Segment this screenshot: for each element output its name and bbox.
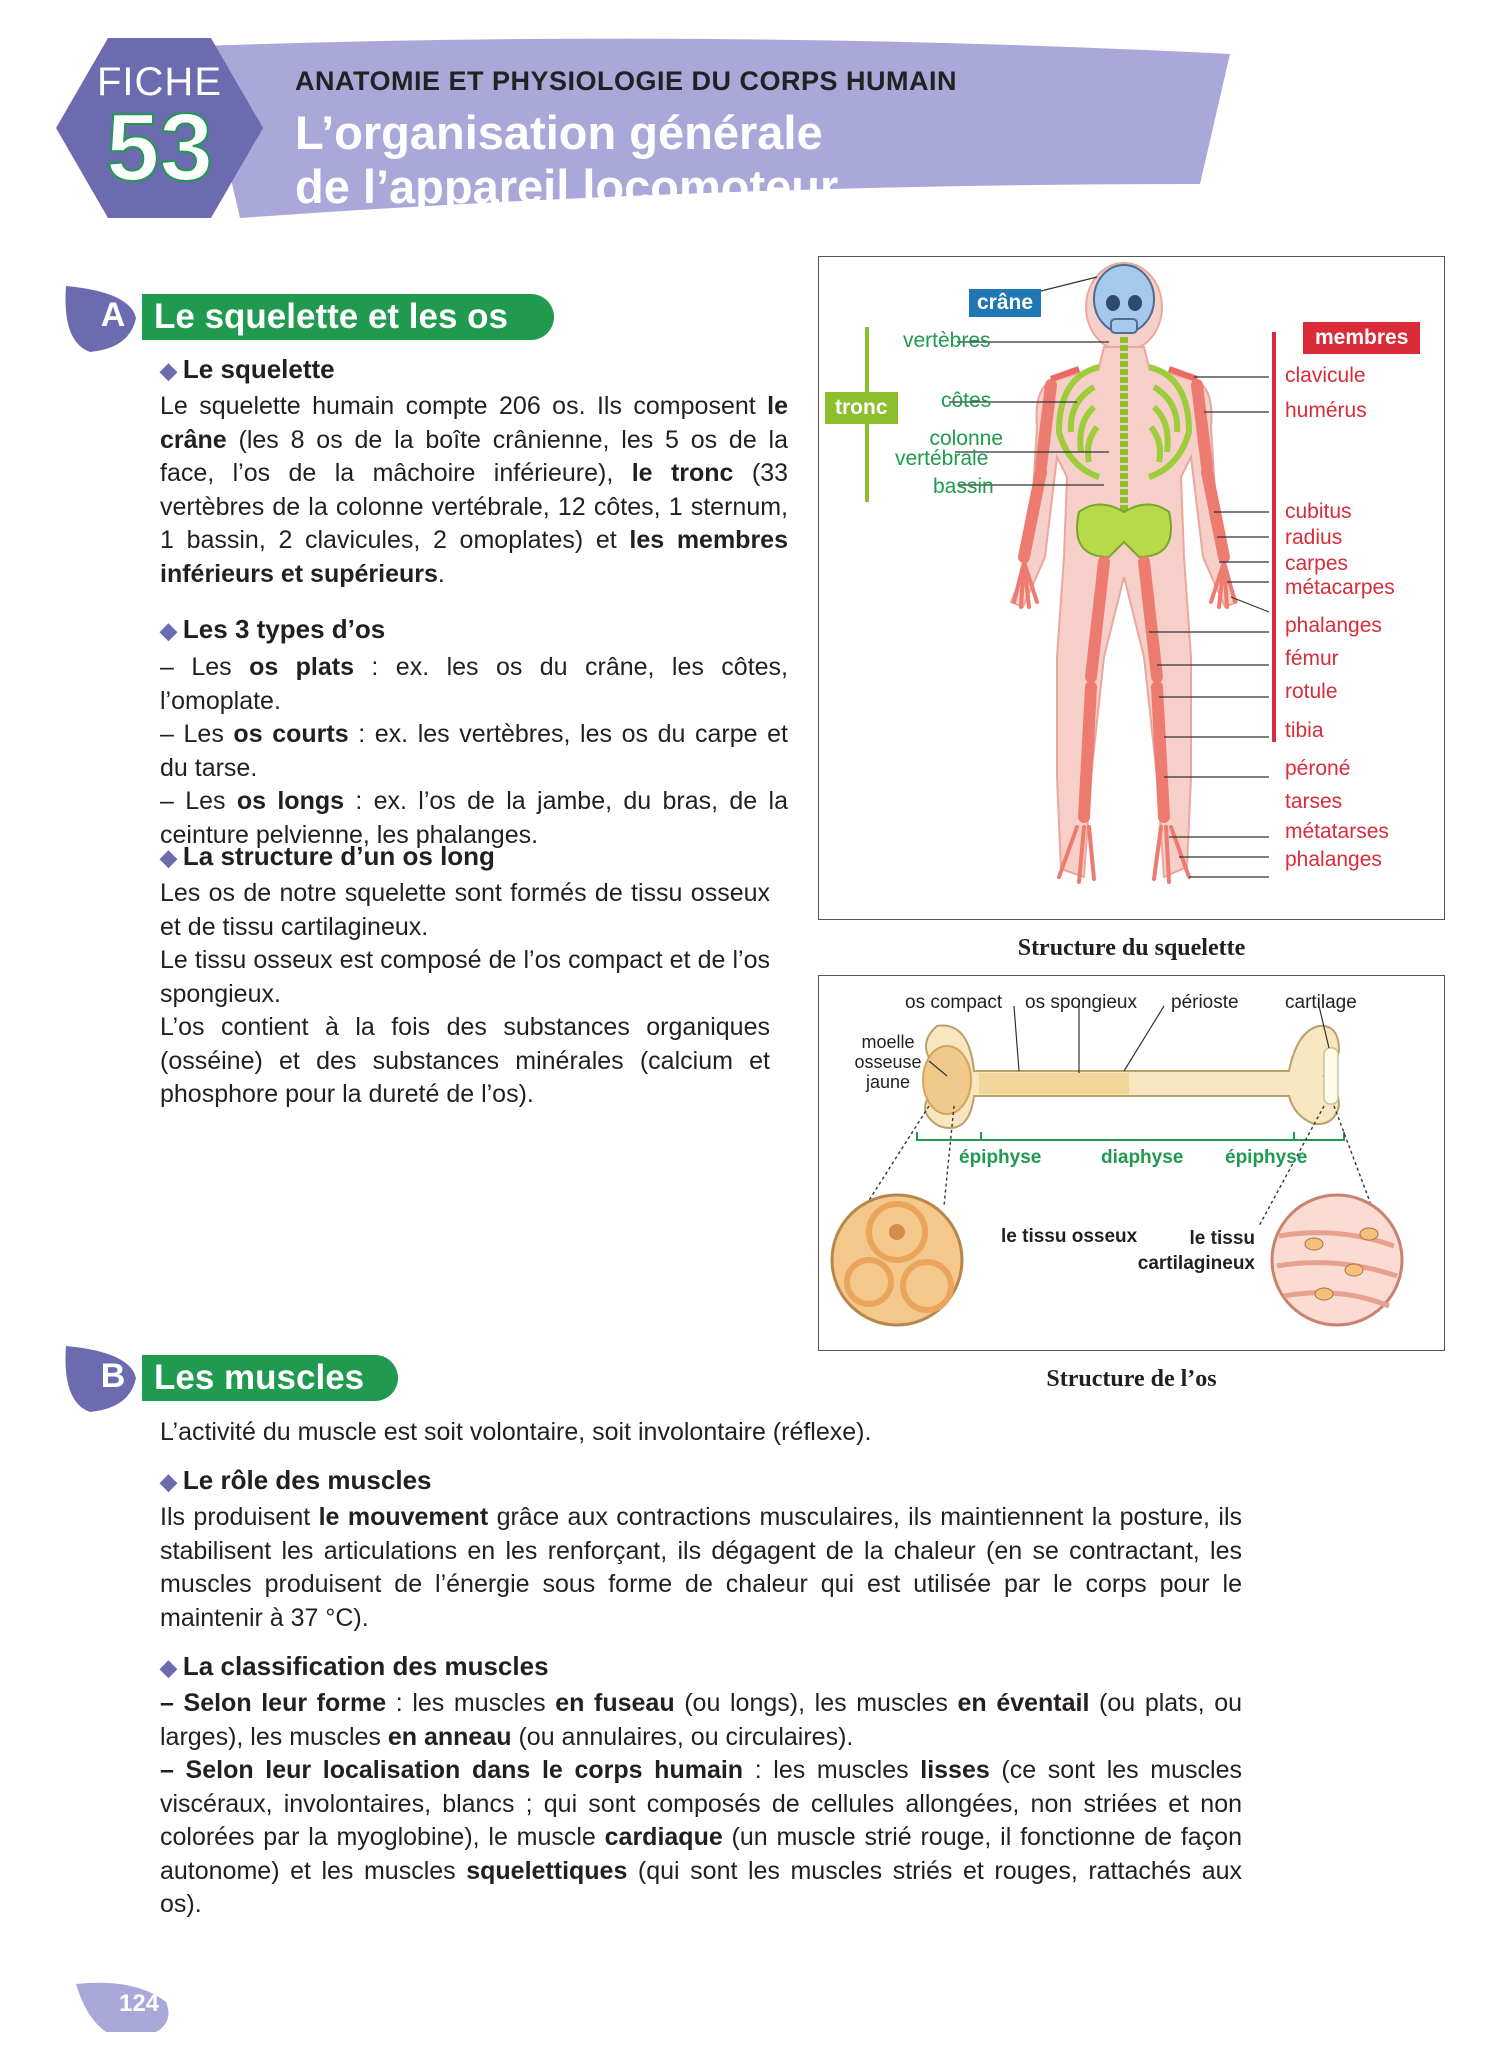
label-diaphyse: diaphyse	[1101, 1147, 1184, 1168]
subheading-types: ◆ Les 3 types d’os	[160, 614, 386, 644]
section-a-letter: A	[100, 296, 126, 334]
label-tissu-cartilagineux: le tissu cartilagineux	[1137, 1228, 1255, 1274]
label-epiphyse-right: épiphyse	[1225, 1147, 1308, 1168]
section-b-letter: B	[100, 1357, 126, 1395]
list-item: – Selon leur forme : les muscles en fuseau (ou longs), les muscles en éventail (ou plats, ou larges), les muscles en anneau (ou annulaires, ou circulaires).	[160, 1689, 1242, 1751]
list-item: – Les os courts : ex. les vertèbres, les os du carpe et du tarse.	[160, 720, 788, 782]
label-os-spongieux: os spongieux	[1025, 992, 1137, 1013]
subheading-role: ◆ Le rôle des muscles	[160, 1465, 432, 1495]
subheading-structure: ◆ La structure d’un os long	[160, 841, 495, 871]
label-perone: péroné	[1285, 757, 1351, 780]
paragraph-role: Ils produisent le mouvement grâce aux contractions musculaires, ils maintiennent la posture, ils stabilisent les articulations en les renforçant, ils dégagent de la chaleur (en se contractant, les muscles produisent de l’énergie sous forme de chaleur qui est utilisée par le corps pour le maintenir à 37 °C).	[160, 1503, 1242, 1632]
diamond-icon: ◆	[160, 358, 177, 383]
title-line-2: de l’appareil locomoteur	[295, 160, 839, 213]
diamond-icon: ◆	[160, 1469, 177, 1494]
title-line-1: L’organisation générale	[295, 106, 823, 159]
label-bassin: bassin	[933, 475, 994, 498]
leader-lines	[929, 1006, 1329, 1076]
label-tarses: tarses	[1285, 790, 1343, 813]
diamond-icon: ◆	[160, 618, 177, 643]
label-cotes: côtes	[941, 389, 992, 412]
section-b-title: Les muscles	[142, 1355, 398, 1401]
skeleton-figure	[818, 256, 1445, 920]
label-tibia: tibia	[1285, 719, 1324, 742]
label-tissu-osseux: le tissu osseux	[1001, 1226, 1138, 1247]
paragraph-classification	[160, 1687, 1242, 1922]
label-carpes: carpes	[1285, 552, 1349, 575]
label-membres: membres	[1303, 322, 1420, 354]
diamond-icon: ◆	[160, 845, 177, 870]
label-epiphyse-left: épiphyse	[959, 1147, 1042, 1168]
label-os-compact: os compact	[905, 992, 1003, 1013]
label-moelle: moelle osseuse jaune	[854, 1032, 922, 1092]
list-types	[160, 651, 788, 852]
label-vertebrale: vertébrale	[895, 447, 989, 470]
section-a-title: Le squelette et les os	[142, 294, 554, 340]
fiche-label: FICHE	[97, 60, 222, 104]
label-phalanges-foot: phalanges	[1285, 848, 1382, 871]
caption-bone: Structure de l’os	[1046, 1366, 1217, 1392]
skull-icon	[1094, 265, 1154, 333]
label-metacarpes: métacarpes	[1285, 576, 1395, 599]
page-number: 124	[118, 1990, 160, 2017]
list-item: – Les os longs : ex. l’os de la jambe, du bras, de la ceinture pelvienne, les phalanges.	[160, 787, 788, 849]
diamond-icon: ◆	[160, 1655, 177, 1680]
label-metatarses: métatarses	[1285, 820, 1389, 843]
label-femur: fémur	[1285, 647, 1339, 670]
label-vertebres: vertèbres	[903, 329, 991, 352]
subheading-squelette: ◆ Le squelette	[160, 354, 335, 384]
fiche-number: 53	[106, 94, 213, 201]
paragraph-squelette: Le squelette humain compte 206 os. Ils composent le crâne (les 8 os de la boîte crânienne, les 5 os de la face, l’os de la mâchoire inférieure), le tronc (33 vertèbres de la colonne vertébrale, 12 côtes, 1 sternum, 1 bassin, 2 clavicules, 2 omoplates) et les membres inférieurs et supérieurs.	[160, 392, 789, 588]
label-perioste: périoste	[1171, 992, 1239, 1013]
label-crane: crâne	[969, 289, 1041, 317]
subheading-classification: ◆ La classification des muscles	[160, 1651, 549, 1681]
header-kicker: ANATOMIE ET PHYSIOLOGIE DU CORPS HUMAIN	[295, 66, 958, 96]
list-item: – Les os plats : ex. les os du crâne, les côtes, l’omoplate.	[160, 653, 788, 715]
label-rotule: rotule	[1285, 680, 1338, 703]
long-bone-icon	[923, 1026, 1339, 1128]
bone-figure	[818, 975, 1445, 1351]
part-brackets	[917, 1132, 1344, 1140]
label-radius: radius	[1285, 526, 1343, 549]
cartilage-tissue-circle	[1272, 1195, 1402, 1325]
page-title	[295, 106, 838, 214]
list-item: – Selon leur localisation dans le corps humain : les muscles lisses (ce sont les muscles viscéraux, involontaires, blancs ; qui sont composés de cellules allongées, non striées et non colorées par la myoglobine), le muscle cardiaque (un muscle strié rouge, il fonctionne de façon autonome) et les muscles squelettiques (qui sont les muscles striés et rouges, rattachés aux os).	[160, 1756, 1243, 1918]
label-phalanges-hand: phalanges	[1285, 614, 1382, 637]
caption-skeleton: Structure du squelette	[1017, 935, 1246, 961]
label-humerus: humérus	[1285, 399, 1367, 422]
label-colonne: colonne	[929, 427, 1003, 450]
label-cubitus: cubitus	[1285, 500, 1352, 523]
label-tronc: tronc	[825, 392, 898, 424]
paragraph-structure: Les os de notre squelette sont formés de tissu osseux et de tissu cartilagineux. Le tissu osseux est composé de l’os compact et de l’os spongieux. L’os contient à la fois des substances organiques (osséine) et des substances minérales (calcium et phosphore pour la dureté de l’os).	[160, 879, 770, 1108]
muscles-intro: L’activité du muscle est soit volontaire, soit involontaire (réflexe).	[160, 1418, 872, 1446]
label-clavicule: clavicule	[1285, 364, 1366, 387]
osseous-tissue-circle	[832, 1195, 962, 1325]
label-cartilage: cartilage	[1285, 992, 1357, 1013]
